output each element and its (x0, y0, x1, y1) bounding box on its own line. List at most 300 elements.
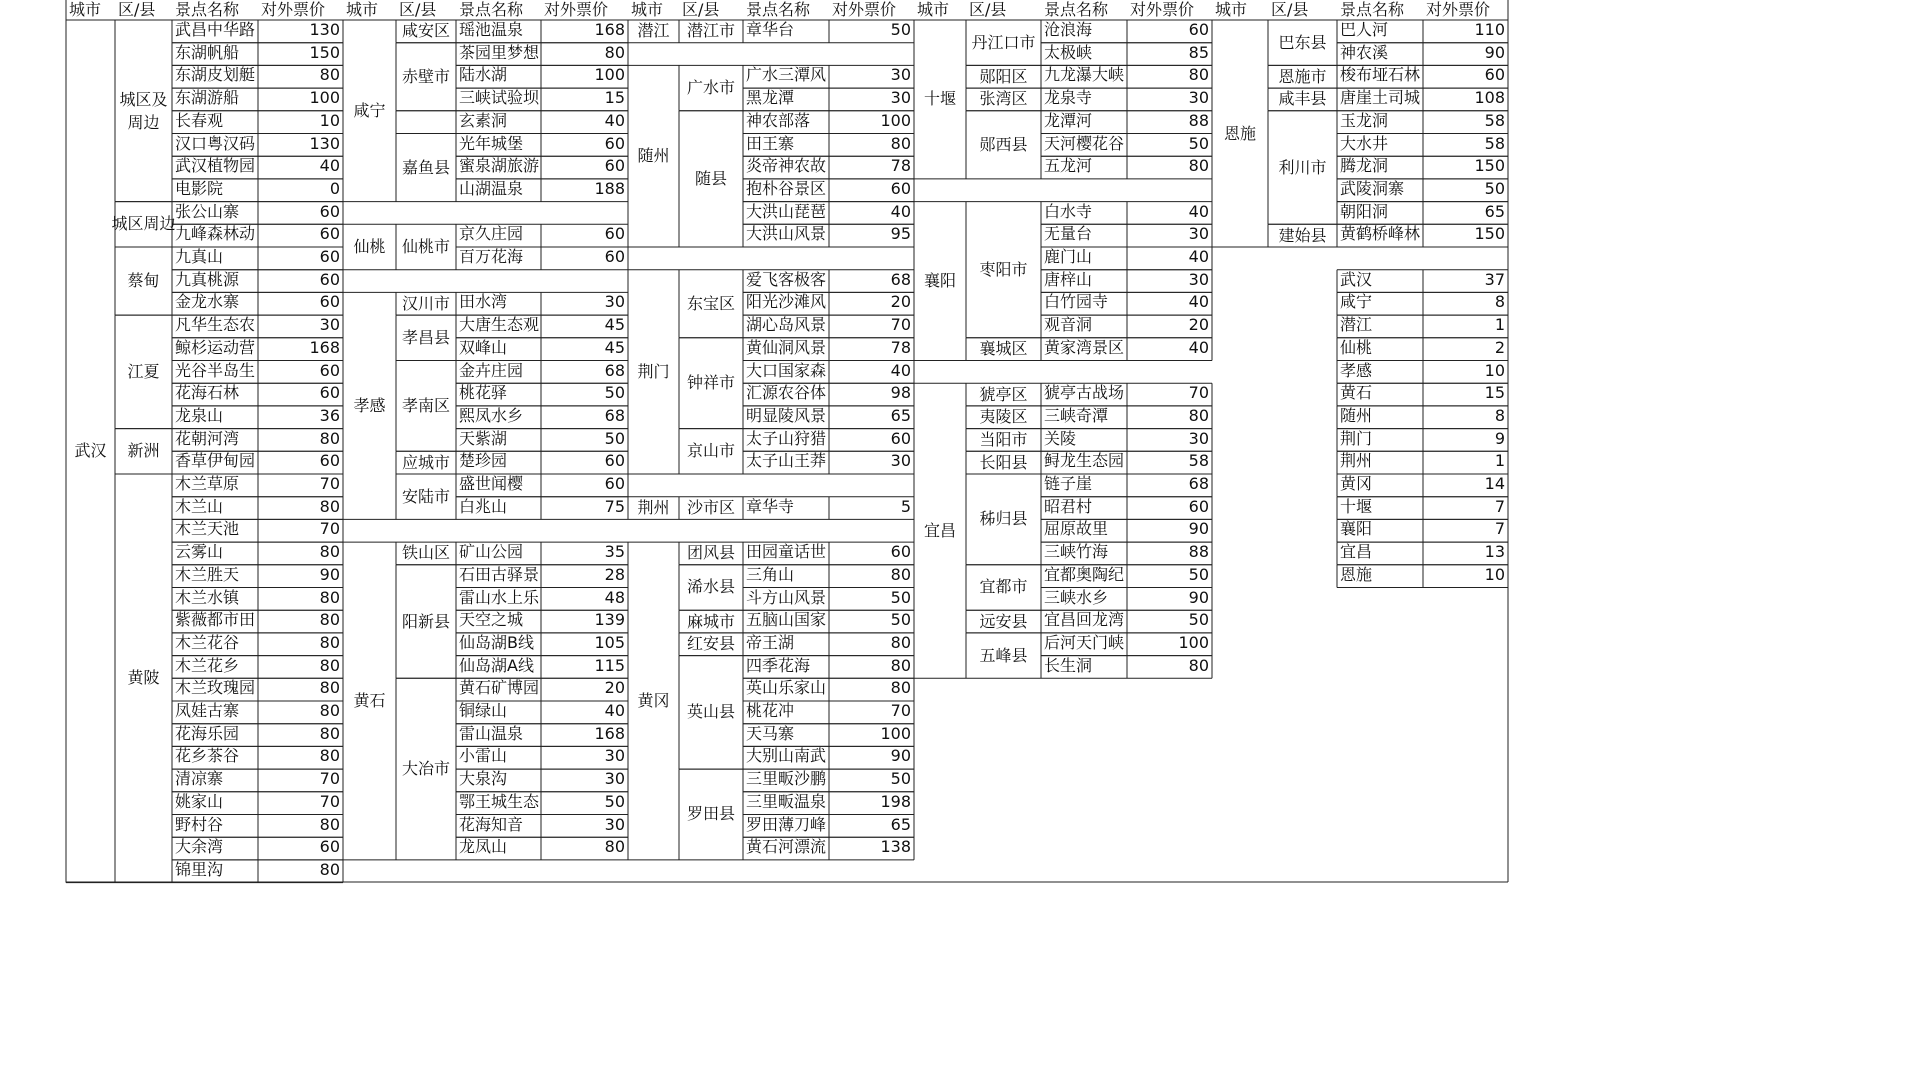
ticket-price[interactable]: 75 (604, 496, 625, 516)
scenic-spot-name[interactable]: 大唐生态观 (459, 315, 540, 335)
district-cell[interactable]: 英山县 (686, 702, 735, 722)
district-cell[interactable]: 城区及周边 (119, 89, 168, 132)
scenic-spot-name[interactable]: 大别山南武 (746, 746, 827, 766)
ticket-price[interactable]: 150 (1474, 224, 1505, 244)
ticket-price[interactable]: 80 (319, 746, 340, 766)
scenic-spot-name[interactable]: 汉口粤汉码 (175, 133, 256, 153)
ticket-price[interactable]: 60 (319, 247, 340, 266)
ticket-price[interactable]: 20 (890, 292, 911, 312)
summary-count[interactable]: 13 (1484, 542, 1505, 562)
ticket-price[interactable]: 68 (604, 360, 625, 380)
scenic-spot-name[interactable]: 屈原故里 (1044, 519, 1109, 539)
district-cell[interactable]: 江夏 (127, 361, 160, 381)
ticket-price[interactable]: 50 (604, 383, 625, 403)
scenic-spot-name[interactable]: 黄家湾景区 (1044, 337, 1125, 357)
city-cell[interactable]: 孝感 (353, 395, 386, 415)
scenic-spot-name[interactable]: 鲸杉运动营 (175, 337, 256, 357)
scenic-spot-name[interactable]: 鄂王城生态 (459, 791, 540, 811)
ticket-price[interactable]: 48 (604, 587, 625, 607)
ticket-price[interactable]: 130 (309, 133, 340, 153)
ticket-price[interactable]: 35 (604, 542, 625, 562)
summary-city[interactable]: 恩施 (1340, 564, 1373, 584)
scenic-spot-name[interactable]: 宜都奥陶纪 (1044, 564, 1125, 584)
scenic-spot-name[interactable]: 无量台 (1044, 224, 1093, 244)
ticket-price[interactable]: 68 (890, 269, 911, 289)
ticket-price[interactable]: 188 (594, 178, 625, 198)
ticket-price[interactable]: 20 (604, 678, 625, 698)
ticket-price[interactable]: 60 (319, 269, 340, 289)
ticket-price[interactable]: 45 (604, 337, 625, 357)
scenic-spot-name[interactable]: 大洪山风景 (746, 224, 827, 244)
ticket-price[interactable]: 80 (890, 133, 911, 153)
ticket-price[interactable]: 80 (1188, 405, 1209, 425)
scenic-spot-name[interactable]: 凡华生态农 (175, 315, 256, 335)
scenic-spot-name[interactable]: 铜绿山 (459, 701, 508, 720)
ticket-price[interactable]: 30 (890, 451, 911, 471)
ticket-price[interactable]: 80 (319, 496, 340, 516)
summary-count[interactable]: 9 (1494, 428, 1505, 448)
ticket-price[interactable]: 90 (1484, 42, 1505, 62)
district-cell[interactable]: 嘉鱼县 (401, 157, 450, 177)
summary-city[interactable]: 荆州 (1340, 451, 1373, 471)
ticket-price[interactable]: 80 (1188, 65, 1209, 85)
scenic-spot-name[interactable]: 龙凤山 (459, 837, 508, 857)
district-cell[interactable]: 蔡甸 (127, 271, 160, 291)
ticket-price[interactable]: 60 (604, 247, 625, 266)
ticket-price[interactable]: 168 (594, 723, 625, 743)
ticket-price[interactable]: 78 (890, 156, 911, 176)
scenic-spot-name[interactable]: 黑龙潭 (746, 88, 795, 108)
ticket-price[interactable]: 70 (319, 474, 340, 493)
scenic-spot-name[interactable]: 三角山 (746, 564, 795, 584)
ticket-price[interactable]: 50 (1188, 564, 1209, 584)
scenic-spot-name[interactable]: 雷山温泉 (459, 723, 524, 743)
district-cell[interactable]: 张湾区 (979, 89, 1028, 109)
summary-city[interactable]: 武汉 (1340, 269, 1373, 289)
ticket-price[interactable]: 80 (319, 65, 340, 85)
ticket-price[interactable]: 50 (890, 587, 911, 607)
ticket-price[interactable]: 28 (604, 564, 625, 584)
ticket-price[interactable]: 80 (890, 564, 911, 584)
scenic-spot-name[interactable]: 湖心岛风景 (746, 315, 827, 335)
scenic-spot-name[interactable]: 天马寨 (746, 723, 795, 743)
city-cell[interactable]: 宜昌 (923, 520, 956, 540)
summary-count[interactable]: 15 (1484, 383, 1505, 403)
ticket-price[interactable]: 80 (319, 723, 340, 743)
ticket-price[interactable]: 50 (1188, 610, 1209, 630)
ticket-price[interactable]: 70 (890, 701, 911, 720)
ticket-price[interactable]: 20 (1188, 315, 1209, 335)
ticket-price[interactable]: 150 (309, 42, 340, 62)
column-header[interactable]: 区/县 (399, 0, 437, 19)
scenic-spot-name[interactable]: 京久庄园 (459, 224, 524, 244)
ticket-price[interactable]: 68 (1188, 474, 1209, 493)
scenic-spot-name[interactable]: 黄仙洞风景 (746, 337, 827, 357)
ticket-price[interactable]: 70 (319, 791, 340, 811)
ticket-price[interactable]: 110 (1474, 20, 1505, 39)
summary-city[interactable]: 十堰 (1340, 496, 1373, 516)
district-cell[interactable]: 红安县 (686, 634, 735, 654)
scenic-spot-name[interactable]: 九峰森林动 (175, 224, 256, 244)
scenic-spot-name[interactable]: 明显陵风景 (746, 405, 827, 425)
ticket-price[interactable]: 30 (319, 315, 340, 335)
scenic-spot-name[interactable]: 仙岛湖A线 (459, 655, 534, 675)
scenic-spot-name[interactable]: 鲟龙生态园 (1044, 451, 1125, 471)
district-cell[interactable]: 安陆市 (401, 486, 450, 506)
ticket-price[interactable]: 60 (1188, 496, 1209, 516)
ticket-price[interactable]: 139 (594, 610, 625, 630)
ticket-price[interactable]: 80 (890, 655, 911, 675)
scenic-spot-name[interactable]: 神农部落 (746, 110, 811, 130)
summary-count[interactable]: 14 (1484, 474, 1505, 493)
summary-city[interactable]: 宜昌 (1340, 542, 1373, 562)
district-cell[interactable]: 浠水县 (686, 577, 735, 597)
scenic-spot-name[interactable]: 武陵洞寨 (1340, 178, 1405, 198)
ticket-price[interactable]: 70 (319, 519, 340, 539)
city-cell[interactable]: 黄石 (353, 690, 386, 710)
scenic-spot-name[interactable]: 香草伊甸园 (175, 451, 256, 471)
ticket-price[interactable]: 60 (604, 224, 625, 244)
ticket-price[interactable]: 60 (319, 201, 340, 221)
scenic-spot-name[interactable]: 木兰草原 (175, 474, 240, 493)
ticket-price[interactable]: 80 (319, 610, 340, 630)
column-header[interactable]: 城市 (1215, 0, 1248, 19)
scenic-spot-name[interactable]: 阳光沙滩风 (746, 292, 827, 312)
scenic-spot-name[interactable]: 白水寺 (1044, 201, 1093, 221)
ticket-price[interactable]: 30 (890, 88, 911, 108)
district-cell[interactable]: 五峰县 (979, 645, 1028, 665)
scenic-spot-name[interactable]: 三峡奇潭 (1044, 405, 1109, 425)
district-cell[interactable]: 随县 (694, 168, 727, 188)
scenic-spot-name[interactable]: 关陵 (1044, 428, 1077, 448)
column-header[interactable]: 城市 (346, 0, 379, 19)
summary-count[interactable]: 2 (1494, 337, 1505, 357)
scenic-spot-name[interactable]: 武汉植物园 (175, 156, 256, 176)
district-cell[interactable]: 潜江市 (686, 21, 735, 41)
ticket-price[interactable]: 60 (890, 428, 911, 448)
scenic-spot-name[interactable]: 大口国家森 (746, 360, 827, 380)
ticket-price[interactable]: 65 (890, 405, 911, 425)
summary-count[interactable]: 10 (1484, 360, 1505, 380)
ticket-price[interactable]: 70 (319, 769, 340, 789)
ticket-price[interactable]: 60 (319, 837, 340, 857)
ticket-price[interactable]: 30 (1188, 224, 1209, 244)
city-cell[interactable]: 随州 (637, 146, 670, 166)
ticket-price[interactable]: 88 (1188, 110, 1209, 130)
ticket-price[interactable]: 90 (1188, 587, 1209, 607)
ticket-price[interactable]: 58 (1484, 110, 1505, 130)
scenic-spot-name[interactable]: 矿山公园 (459, 542, 524, 562)
district-cell[interactable]: 孝昌县 (401, 327, 450, 347)
scenic-spot-name[interactable]: 帝王湖 (746, 632, 795, 652)
ticket-price[interactable]: 80 (319, 428, 340, 448)
ticket-price[interactable]: 115 (594, 655, 625, 675)
ticket-price[interactable]: 30 (604, 769, 625, 789)
scenic-spot-name[interactable]: 野村谷 (175, 814, 224, 834)
district-cell[interactable]: 当阳市 (979, 429, 1028, 449)
district-cell[interactable]: 枣阳市 (979, 259, 1028, 279)
scenic-spot-name[interactable]: 五龙河 (1044, 156, 1093, 176)
scenic-spot-name[interactable]: 田水湾 (459, 292, 508, 312)
column-header[interactable]: 景点名称 (175, 0, 240, 19)
district-cell[interactable]: 建始县 (1278, 225, 1327, 245)
scenic-spot-name[interactable]: 东湖游船 (175, 88, 240, 108)
ticket-price[interactable]: 85 (1188, 42, 1209, 62)
ticket-price[interactable]: 60 (890, 178, 911, 198)
scenic-spot-name[interactable]: 田园童话世 (746, 542, 827, 562)
summary-city[interactable]: 仙桃 (1340, 337, 1373, 357)
ticket-price[interactable]: 15 (604, 88, 625, 108)
summary-city[interactable]: 孝感 (1340, 360, 1373, 380)
scenic-spot-name[interactable]: 大洪山琵琶 (746, 201, 827, 221)
scenic-spot-name[interactable]: 鹿门山 (1044, 247, 1093, 266)
summary-count[interactable]: 8 (1494, 405, 1505, 425)
ticket-price[interactable]: 100 (594, 65, 625, 85)
district-cell[interactable]: 麻城市 (686, 611, 735, 631)
ticket-price[interactable]: 68 (604, 405, 625, 425)
scenic-spot-name[interactable]: 太子山王莽 (746, 451, 827, 471)
district-cell[interactable]: 猇亭区 (979, 384, 1028, 404)
ticket-price[interactable]: 40 (1188, 201, 1209, 221)
scenic-spot-name[interactable]: 汇源农谷体 (746, 383, 827, 403)
summary-city[interactable]: 黄石 (1340, 383, 1373, 403)
ticket-price[interactable]: 50 (890, 20, 911, 39)
scenic-spot-name[interactable]: 龙泉山 (175, 405, 224, 425)
scenic-spot-name[interactable]: 木兰花谷 (175, 632, 240, 652)
ticket-price[interactable]: 60 (604, 156, 625, 176)
district-cell[interactable]: 郧阳区 (979, 66, 1028, 86)
district-cell[interactable]: 新洲 (127, 441, 160, 461)
summary-city[interactable]: 襄阳 (1340, 519, 1373, 539)
summary-count[interactable]: 8 (1494, 292, 1505, 312)
scenic-spot-name[interactable]: 抱朴谷景区 (746, 178, 827, 198)
scenic-spot-name[interactable]: 陆水湖 (459, 65, 508, 85)
district-cell[interactable]: 利川市 (1278, 157, 1327, 177)
ticket-price[interactable]: 40 (604, 701, 625, 720)
column-header[interactable]: 城市 (917, 0, 950, 19)
ticket-price[interactable]: 130 (309, 20, 340, 39)
scenic-spot-name[interactable]: 三里畈温泉 (746, 791, 827, 811)
ticket-price[interactable]: 10 (319, 110, 340, 130)
district-cell[interactable]: 东宝区 (686, 293, 735, 313)
ticket-price[interactable]: 88 (1188, 542, 1209, 562)
scenic-spot-name[interactable]: 花海石林 (175, 383, 240, 403)
scenic-spot-name[interactable]: 罗田薄刀峰 (746, 814, 827, 834)
scenic-spot-name[interactable]: 三里畈沙鹏 (746, 769, 827, 789)
summary-city[interactable]: 荆门 (1340, 428, 1373, 448)
ticket-price[interactable]: 40 (1188, 337, 1209, 357)
column-header[interactable]: 区/县 (1271, 0, 1309, 19)
ticket-price[interactable]: 80 (319, 859, 340, 879)
ticket-price[interactable]: 65 (890, 814, 911, 834)
scenic-spot-name[interactable]: 花海乐园 (175, 723, 240, 743)
column-header[interactable]: 区/县 (969, 0, 1007, 19)
scenic-spot-name[interactable]: 木兰天池 (175, 519, 240, 539)
column-header[interactable]: 景点名称 (746, 0, 811, 19)
ticket-price[interactable]: 60 (1484, 65, 1505, 85)
summary-count[interactable]: 7 (1494, 519, 1505, 539)
ticket-price[interactable]: 60 (1188, 20, 1209, 39)
ticket-price[interactable]: 60 (319, 451, 340, 471)
scenic-spot-name[interactable]: 三峡水乡 (1044, 587, 1109, 607)
ticket-price[interactable]: 70 (1188, 383, 1209, 403)
district-cell[interactable]: 汉川市 (401, 293, 450, 313)
ticket-price[interactable]: 30 (890, 65, 911, 85)
scenic-spot-name[interactable]: 天空之城 (459, 610, 524, 630)
district-cell[interactable]: 长阳县 (979, 452, 1028, 472)
scenic-spot-name[interactable]: 章华寺 (746, 496, 795, 516)
scenic-spot-name[interactable]: 太子山狩猎 (746, 428, 827, 448)
ticket-price[interactable]: 100 (1178, 632, 1209, 652)
district-cell[interactable]: 钟祥市 (686, 373, 735, 393)
scenic-spot-name[interactable]: 黄石河漂流 (746, 837, 827, 857)
city-cell[interactable]: 荆门 (637, 361, 670, 381)
scenic-spot-name[interactable]: 大水井 (1340, 133, 1389, 153)
scenic-spot-name[interactable]: 东湖帆船 (175, 42, 240, 62)
scenic-spot-name[interactable]: 五脑山国家 (746, 610, 827, 630)
ticket-price[interactable]: 45 (604, 315, 625, 335)
ticket-price[interactable]: 30 (1188, 269, 1209, 289)
ticket-price[interactable]: 138 (880, 837, 911, 857)
ticket-price[interactable]: 150 (1474, 156, 1505, 176)
scenic-spot-name[interactable]: 九龙瀑大峡 (1044, 65, 1125, 85)
scenic-spot-name[interactable]: 田王寨 (746, 133, 795, 153)
scenic-spot-name[interactable]: 雷山水上乐 (459, 587, 540, 607)
scenic-spot-name[interactable]: 百万花海 (459, 247, 524, 266)
district-cell[interactable]: 团风县 (686, 543, 735, 563)
ticket-price[interactable]: 100 (880, 723, 911, 743)
scenic-spot-name[interactable]: 宜昌回龙湾 (1044, 610, 1125, 630)
scenic-spot-name[interactable]: 石田古驿景 (459, 564, 540, 584)
ticket-price[interactable]: 80 (319, 678, 340, 698)
city-cell[interactable]: 荆州 (637, 498, 670, 518)
scenic-spot-name[interactable]: 桃花冲 (746, 701, 795, 720)
ticket-price[interactable]: 40 (890, 360, 911, 380)
scenic-spot-name[interactable]: 九真山 (175, 247, 224, 266)
ticket-price[interactable]: 50 (1484, 178, 1505, 198)
scenic-spot-name[interactable]: 楚珍园 (459, 451, 508, 471)
scenic-spot-name[interactable]: 姚家山 (175, 791, 224, 811)
ticket-price[interactable]: 58 (1484, 133, 1505, 153)
column-header[interactable]: 城市 (69, 0, 102, 19)
ticket-price[interactable]: 40 (1188, 247, 1209, 266)
scenic-spot-name[interactable]: 白竹园寺 (1044, 292, 1109, 312)
scenic-spot-name[interactable]: 东湖皮划艇 (175, 65, 256, 85)
scenic-spot-name[interactable]: 张公山寨 (175, 201, 240, 221)
ticket-price[interactable]: 80 (604, 42, 625, 62)
ticket-price[interactable]: 100 (880, 110, 911, 130)
ticket-price[interactable]: 50 (604, 791, 625, 811)
ticket-price[interactable]: 80 (319, 587, 340, 607)
column-header[interactable]: 区/县 (682, 0, 720, 19)
ticket-price[interactable]: 36 (319, 405, 340, 425)
district-cell[interactable]: 夷陵区 (979, 407, 1028, 427)
scenic-spot-name[interactable]: 瑶池温泉 (459, 20, 524, 39)
city-cell[interactable]: 武汉 (74, 441, 107, 461)
ticket-price[interactable]: 40 (604, 110, 625, 130)
column-header[interactable]: 对外票价 (832, 0, 897, 19)
ticket-price[interactable]: 80 (319, 701, 340, 720)
scenic-spot-name[interactable]: 三峡试验坝 (459, 88, 540, 108)
ticket-price[interactable]: 60 (604, 451, 625, 471)
ticket-price[interactable]: 60 (319, 292, 340, 312)
ticket-price[interactable]: 60 (319, 383, 340, 403)
scenic-spot-name[interactable]: 清凉寨 (175, 769, 224, 789)
district-cell[interactable]: 恩施市 (1278, 66, 1327, 86)
scenic-spot-name[interactable]: 天河樱花谷 (1044, 133, 1125, 153)
scenic-spot-name[interactable]: 大余湾 (175, 837, 224, 857)
scenic-spot-name[interactable]: 双峰山 (459, 337, 508, 357)
column-header[interactable]: 城市 (631, 0, 664, 19)
ticket-price[interactable]: 80 (1188, 156, 1209, 176)
ticket-price[interactable]: 168 (309, 337, 340, 357)
ticket-price[interactable]: 78 (890, 337, 911, 357)
district-cell[interactable]: 咸丰县 (1278, 89, 1327, 109)
district-cell[interactable]: 仙桃市 (401, 236, 450, 256)
district-cell[interactable]: 丹江口市 (971, 32, 1036, 52)
scenic-spot-name[interactable]: 木兰胜天 (175, 564, 240, 584)
ticket-price[interactable]: 98 (890, 383, 911, 403)
city-cell[interactable]: 黄冈 (637, 690, 670, 710)
scenic-spot-name[interactable]: 紫薇都市田 (175, 610, 256, 630)
district-cell[interactable]: 宜都市 (979, 577, 1028, 597)
city-cell[interactable]: 潜江 (637, 21, 670, 41)
ticket-price[interactable]: 80 (319, 632, 340, 652)
ticket-price[interactable]: 105 (594, 632, 625, 652)
scenic-spot-name[interactable]: 大泉沟 (459, 769, 508, 789)
district-cell[interactable]: 黄陂 (127, 668, 160, 688)
scenic-spot-name[interactable]: 炎帝神农故 (746, 156, 827, 176)
scenic-spot-name[interactable]: 神农溪 (1340, 42, 1389, 62)
ticket-price[interactable]: 50 (890, 769, 911, 789)
summary-count[interactable]: 10 (1484, 564, 1505, 584)
summary-city[interactable]: 潜江 (1340, 315, 1373, 335)
column-header[interactable]: 对外票价 (1130, 0, 1195, 19)
city-cell[interactable]: 襄阳 (923, 271, 956, 291)
district-cell[interactable]: 应城市 (401, 452, 450, 472)
column-header[interactable]: 景点名称 (1340, 0, 1405, 19)
ticket-price[interactable]: 70 (890, 315, 911, 335)
ticket-price[interactable]: 30 (604, 814, 625, 834)
district-cell[interactable]: 秭归县 (979, 509, 1028, 529)
ticket-price[interactable]: 168 (594, 20, 625, 39)
ticket-price[interactable]: 80 (604, 837, 625, 857)
ticket-price[interactable]: 80 (319, 655, 340, 675)
district-cell[interactable]: 巴东县 (1278, 32, 1327, 52)
scenic-spot-name[interactable]: 金卉庄园 (459, 360, 524, 380)
city-cell[interactable]: 恩施 (1223, 123, 1256, 143)
ticket-price[interactable]: 95 (890, 224, 911, 244)
scenic-spot-name[interactable]: 玉龙洞 (1340, 110, 1389, 130)
summary-city[interactable]: 随州 (1340, 405, 1373, 425)
scenic-spot-name[interactable]: 四季花海 (746, 655, 811, 675)
ticket-price[interactable]: 40 (319, 156, 340, 176)
city-cell[interactable]: 十堰 (923, 89, 956, 109)
district-cell[interactable]: 广水市 (686, 78, 735, 98)
ticket-price[interactable]: 5 (900, 496, 911, 516)
scenic-spot-name[interactable]: 链子崖 (1044, 474, 1093, 493)
scenic-spot-name[interactable]: 桃花驿 (459, 383, 508, 403)
scenic-spot-name[interactable]: 龙泉寺 (1044, 88, 1093, 108)
summary-city[interactable]: 黄冈 (1340, 474, 1373, 493)
ticket-price[interactable]: 80 (319, 814, 340, 834)
scenic-spot-name[interactable]: 天紫湖 (459, 428, 508, 448)
scenic-spot-name[interactable]: 云雾山 (175, 542, 224, 562)
scenic-spot-name[interactable]: 电影院 (175, 178, 224, 198)
column-header[interactable]: 对外票价 (1426, 0, 1491, 19)
scenic-spot-name[interactable]: 黄鹤桥峰林 (1340, 224, 1421, 244)
ticket-price[interactable]: 80 (1188, 655, 1209, 675)
